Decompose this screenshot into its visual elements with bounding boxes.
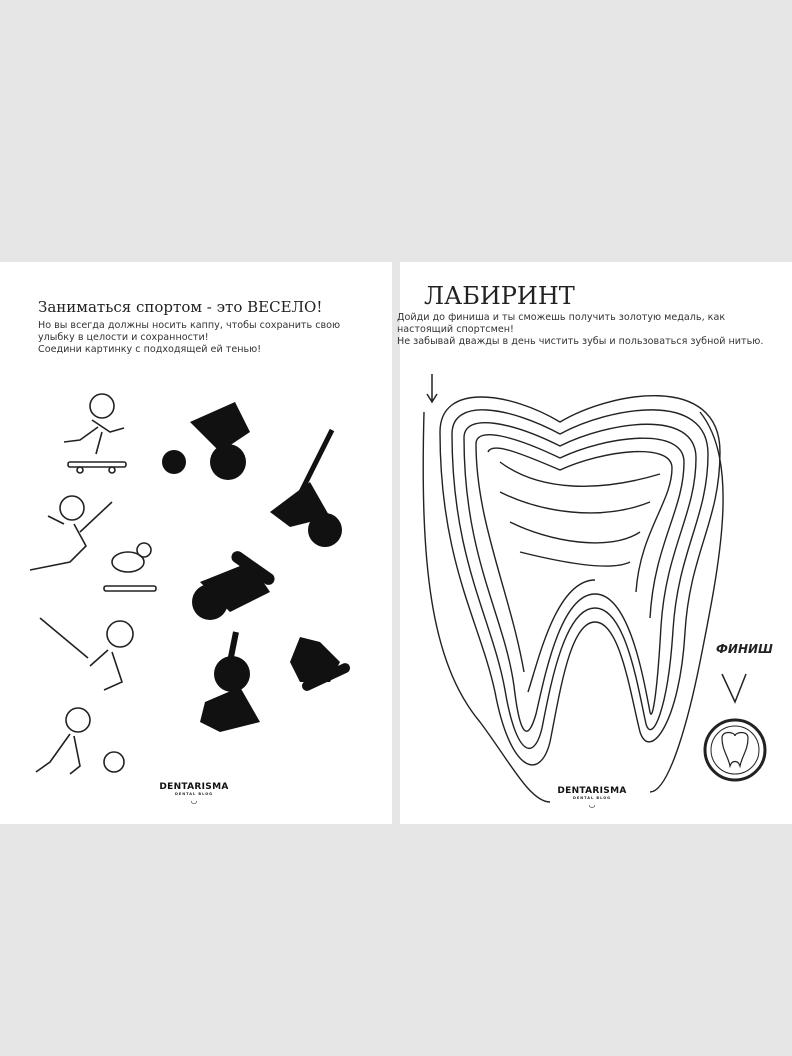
tooth-icon: ◡ <box>588 800 596 809</box>
left-page <box>0 262 392 824</box>
kids-outlines <box>30 394 156 774</box>
matching-illustrations <box>0 262 392 824</box>
boy-baseball-drawing <box>30 496 112 570</box>
page-title: ЛАБИРИНТ <box>424 282 575 310</box>
dentarisma-logo <box>154 782 234 805</box>
logo-name: DENTARISMA <box>557 786 627 796</box>
start-arrow-icon <box>427 374 437 402</box>
instruction-1: Но вы всегда должны носить каппу, чтобы сохранить свою улыбку в целости и сохранности! <box>38 320 341 343</box>
logo-subtitle: DENTAL BLOG <box>174 792 214 796</box>
finish-label: ФИНИШ <box>716 642 773 656</box>
dentarisma-logo <box>552 786 632 809</box>
dog-skateboard-drawing <box>104 543 156 591</box>
shadow-ball-kid <box>162 402 250 480</box>
tooth-maze <box>400 262 792 824</box>
gold-medal <box>705 674 765 780</box>
instruction-2: Не забывай дважды в день чистить зубы и пользоваться зубной нитью. <box>397 336 764 347</box>
boy-skateboard-drawing <box>64 394 126 473</box>
instruction-2: Соедини картинку с подходящей ей тенью! <box>38 344 262 355</box>
boy-ball-drawing <box>36 708 124 774</box>
shadow-baseball-kid <box>200 632 260 732</box>
maze-paths <box>423 396 723 802</box>
logo-subtitle: DENTAL BLOG <box>572 796 612 800</box>
shadow-dog <box>290 637 352 693</box>
right-page <box>397 262 792 824</box>
boy-hockey-drawing <box>40 618 133 690</box>
tooth-icon: ◡ <box>190 796 198 805</box>
instruction-1: Дойди до финиша и ты сможешь получить золотую медаль, как настоящий спортсмен! <box>397 312 726 335</box>
logo-name: DENTARISMA <box>159 782 229 792</box>
page-title: Заниматься спортом - это ВЕСЕЛО! <box>38 298 323 316</box>
shadow-silhouettes <box>162 402 352 732</box>
shadow-hockey-kid <box>270 430 342 547</box>
shadow-skateboard-kid <box>192 549 277 620</box>
